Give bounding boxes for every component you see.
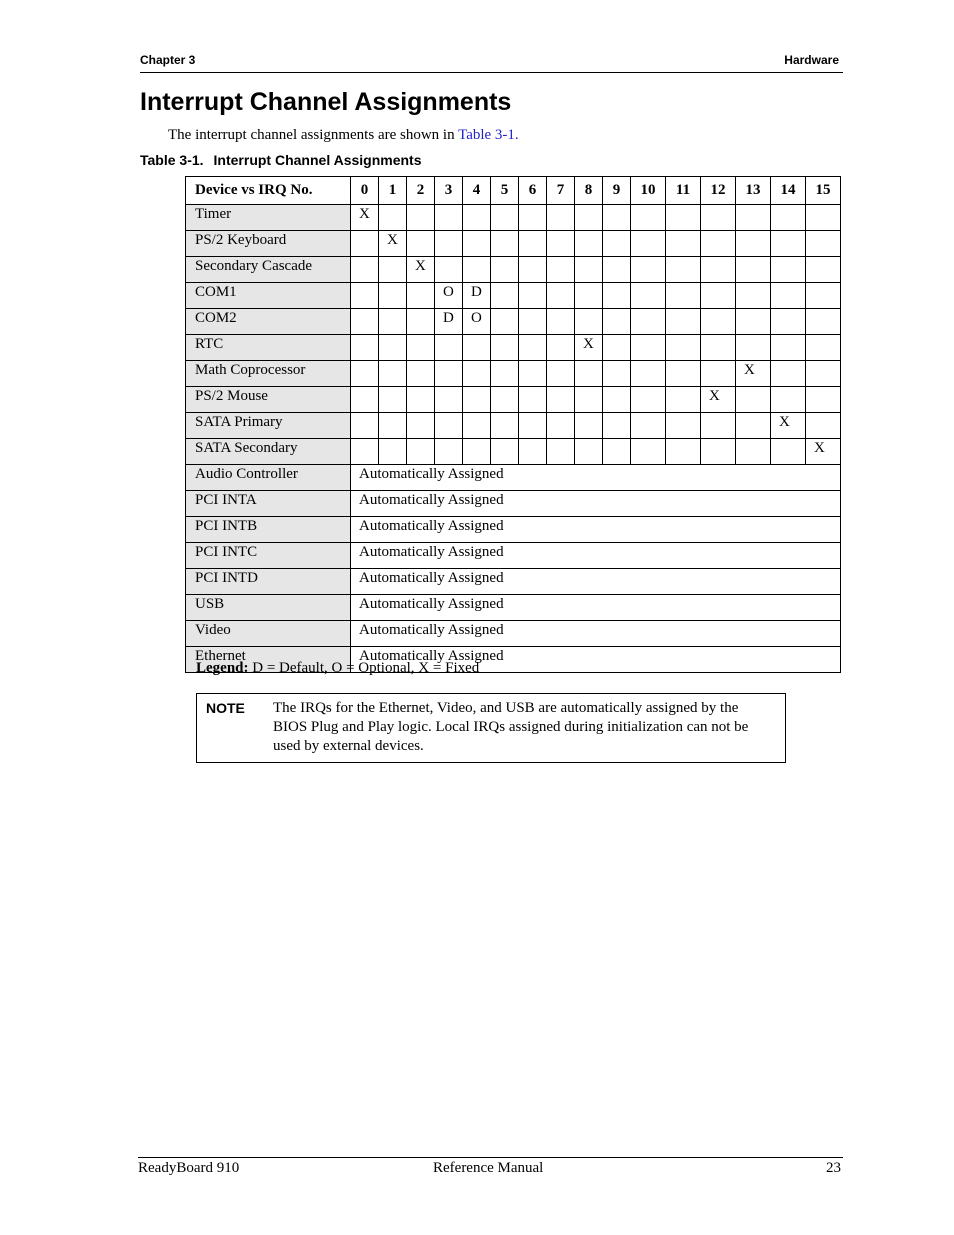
irq-cell — [407, 387, 435, 413]
irq-cell — [603, 361, 631, 387]
irq-column-header: 8 — [575, 177, 603, 205]
device-name-cell: Audio Controller — [186, 465, 351, 491]
irq-cell — [631, 335, 666, 361]
table-row — [186, 387, 841, 413]
irq-cell — [806, 361, 841, 387]
irq-cell — [407, 439, 435, 465]
auto-assigned-cell: Automatically Assigned — [351, 647, 841, 673]
irq-cell — [666, 283, 701, 309]
irq-cell — [736, 439, 771, 465]
irq-column-header: 15 — [806, 177, 841, 205]
irq-cell — [666, 257, 701, 283]
irq-column-header: 13 — [736, 177, 771, 205]
legend-text: D = Default, O = Optional, X = Fixed — [248, 660, 480, 676]
irq-cell — [379, 257, 407, 283]
irq-cell — [463, 413, 491, 439]
page-number: 23 — [826, 1160, 841, 1176]
irq-cell — [701, 283, 736, 309]
irq-cell: O — [463, 309, 491, 335]
table-body — [186, 205, 841, 673]
irq-cell — [736, 413, 771, 439]
irq-cell — [666, 335, 701, 361]
device-name-cell: USB — [186, 595, 351, 621]
irq-cell — [379, 283, 407, 309]
irq-cell — [491, 335, 519, 361]
irq-cell — [736, 387, 771, 413]
intro-text: The interrupt channel assignments are shown in — [168, 127, 459, 143]
irq-cell — [701, 439, 736, 465]
table-row — [186, 283, 841, 309]
irq-cell — [771, 283, 806, 309]
table-reference-link[interactable]: Table 3-1 — [458, 127, 515, 143]
irq-cell: X — [736, 361, 771, 387]
table-caption — [140, 152, 422, 168]
irq-cell — [379, 361, 407, 387]
irq-cell — [771, 231, 806, 257]
irq-cell — [491, 413, 519, 439]
irq-cell — [519, 413, 547, 439]
irq-cell — [701, 257, 736, 283]
irq-cell — [771, 439, 806, 465]
irq-cell — [491, 439, 519, 465]
section-label: Hardware — [784, 53, 839, 67]
irq-cell — [519, 439, 547, 465]
auto-assigned-cell: Automatically Assigned — [351, 465, 841, 491]
auto-assigned-cell: Automatically Assigned — [351, 595, 841, 621]
note-text: The IRQs for the Ethernet, Video, and USB are automatically assigned by the BIOS Plug and Play logic. Local IRQs assigned during initialization can not be used by external devices. — [273, 700, 749, 754]
irq-cell — [603, 335, 631, 361]
irq-cell — [631, 387, 666, 413]
irq-cell — [351, 335, 379, 361]
irq-cell — [575, 361, 603, 387]
irq-cell — [701, 309, 736, 335]
irq-cell — [603, 257, 631, 283]
irq-cell — [575, 387, 603, 413]
irq-assignment-table — [185, 176, 841, 673]
table-row — [186, 439, 841, 465]
irq-column-header: 5 — [491, 177, 519, 205]
irq-cell — [631, 413, 666, 439]
irq-cell — [407, 361, 435, 387]
irq-column-header: 2 — [407, 177, 435, 205]
device-name-cell: Timer — [186, 205, 351, 231]
irq-cell — [547, 205, 575, 231]
irq-cell — [575, 439, 603, 465]
irq-cell — [547, 413, 575, 439]
irq-cell — [631, 309, 666, 335]
irq-cell — [547, 335, 575, 361]
auto-assigned-cell: Automatically Assigned — [351, 569, 841, 595]
irq-cell — [575, 413, 603, 439]
table-caption-title: Interrupt Channel Assignments — [213, 152, 422, 168]
irq-cell — [435, 413, 463, 439]
irq-cell — [379, 205, 407, 231]
table-row — [186, 361, 841, 387]
irq-cell — [463, 387, 491, 413]
irq-column-header: 4 — [463, 177, 491, 205]
irq-cell — [547, 439, 575, 465]
irq-cell — [463, 231, 491, 257]
device-name-cell: PCI INTD — [186, 569, 351, 595]
table-row — [186, 309, 841, 335]
table-caption-number: Table 3-1. — [140, 152, 204, 168]
irq-cell: O — [435, 283, 463, 309]
irq-cell — [463, 439, 491, 465]
irq-cell — [701, 205, 736, 231]
device-name-cell: SATA Primary — [186, 413, 351, 439]
irq-cell: X — [379, 231, 407, 257]
note-box — [196, 693, 786, 763]
auto-assigned-cell: Automatically Assigned — [351, 491, 841, 517]
irq-cell — [575, 257, 603, 283]
device-name-cell: COM1 — [186, 283, 351, 309]
auto-assigned-cell: Automatically Assigned — [351, 621, 841, 647]
irq-cell — [407, 413, 435, 439]
irq-cell — [631, 361, 666, 387]
irq-cell — [351, 283, 379, 309]
page-title: Interrupt Channel Assignments — [140, 88, 512, 116]
irq-cell — [463, 257, 491, 283]
irq-cell — [351, 309, 379, 335]
irq-cell: X — [701, 387, 736, 413]
irq-column-header: 7 — [547, 177, 575, 205]
irq-cell — [736, 205, 771, 231]
irq-cell — [771, 387, 806, 413]
irq-cell — [547, 283, 575, 309]
irq-cell — [463, 361, 491, 387]
device-name-cell: PCI INTB — [186, 517, 351, 543]
irq-cell — [603, 387, 631, 413]
irq-column-header: 12 — [701, 177, 736, 205]
irq-cell — [603, 283, 631, 309]
legend — [196, 660, 479, 677]
device-name-cell: Ethernet — [186, 647, 351, 673]
irq-cell — [547, 231, 575, 257]
irq-cell — [771, 335, 806, 361]
irq-cell — [407, 205, 435, 231]
intro-paragraph — [168, 127, 519, 144]
device-name-cell: PCI INTC — [186, 543, 351, 569]
irq-cell — [736, 309, 771, 335]
irq-cell — [407, 231, 435, 257]
irq-cell — [666, 309, 701, 335]
irq-cell — [351, 231, 379, 257]
irq-cell — [519, 361, 547, 387]
irq-cell — [491, 231, 519, 257]
irq-cell — [806, 413, 841, 439]
table-row — [186, 205, 841, 231]
irq-cell — [491, 283, 519, 309]
irq-cell — [435, 231, 463, 257]
irq-cell — [575, 309, 603, 335]
irq-cell: D — [435, 309, 463, 335]
auto-assigned-cell: Automatically Assigned — [351, 517, 841, 543]
irq-column-header: 0 — [351, 177, 379, 205]
irq-cell — [435, 361, 463, 387]
irq-cell — [603, 439, 631, 465]
irq-cell — [771, 205, 806, 231]
irq-cell — [519, 205, 547, 231]
table-row — [186, 465, 841, 491]
device-name-cell: PS/2 Mouse — [186, 387, 351, 413]
device-column-header: Device vs IRQ No. — [186, 177, 351, 205]
running-footer — [138, 1157, 843, 1182]
irq-cell — [701, 335, 736, 361]
irq-cell — [379, 387, 407, 413]
irq-column-header: 1 — [379, 177, 407, 205]
irq-cell — [351, 361, 379, 387]
irq-cell — [771, 257, 806, 283]
table-row — [186, 517, 841, 543]
irq-column-header: 6 — [519, 177, 547, 205]
irq-cell — [519, 283, 547, 309]
device-name-cell: SATA Secondary — [186, 439, 351, 465]
irq-cell — [575, 205, 603, 231]
irq-cell — [491, 361, 519, 387]
footer-document: Reference Manual — [433, 1160, 544, 1176]
irq-cell — [736, 257, 771, 283]
irq-cell: X — [407, 257, 435, 283]
irq-cell — [519, 335, 547, 361]
irq-cell — [603, 205, 631, 231]
table-row — [186, 621, 841, 647]
irq-cell — [407, 309, 435, 335]
irq-cell — [547, 387, 575, 413]
irq-cell — [547, 361, 575, 387]
irq-cell — [736, 283, 771, 309]
table-header-row — [186, 177, 841, 205]
irq-cell — [771, 361, 806, 387]
table-reference-link-period[interactable]: . — [514, 127, 519, 143]
irq-cell — [351, 257, 379, 283]
table-row — [186, 595, 841, 621]
irq-cell — [435, 439, 463, 465]
chapter-label: Chapter 3 — [140, 53, 196, 67]
device-name-cell: COM2 — [186, 309, 351, 335]
irq-cell — [351, 413, 379, 439]
irq-cell — [666, 205, 701, 231]
irq-cell — [666, 413, 701, 439]
footer-product: ReadyBoard 910 — [138, 1160, 240, 1176]
irq-cell — [806, 387, 841, 413]
irq-cell — [701, 413, 736, 439]
irq-cell — [666, 439, 701, 465]
irq-cell: X — [575, 335, 603, 361]
running-header — [140, 52, 843, 73]
irq-cell — [519, 257, 547, 283]
device-name-cell: PS/2 Keyboard — [186, 231, 351, 257]
device-name-cell: Video — [186, 621, 351, 647]
irq-cell — [519, 231, 547, 257]
irq-cell — [435, 387, 463, 413]
irq-cell — [519, 309, 547, 335]
irq-column-header: 9 — [603, 177, 631, 205]
irq-cell — [491, 205, 519, 231]
table-row — [186, 491, 841, 517]
irq-cell — [666, 361, 701, 387]
irq-cell: X — [351, 205, 379, 231]
table-row — [186, 543, 841, 569]
irq-cell — [435, 335, 463, 361]
irq-cell: X — [771, 413, 806, 439]
irq-cell — [575, 283, 603, 309]
irq-cell — [603, 309, 631, 335]
irq-cell — [407, 335, 435, 361]
irq-cell — [631, 283, 666, 309]
irq-cell — [379, 413, 407, 439]
table-row — [186, 231, 841, 257]
irq-column-header: 3 — [435, 177, 463, 205]
irq-cell — [491, 257, 519, 283]
legend-label: Legend: — [196, 660, 249, 676]
device-name-cell: RTC — [186, 335, 351, 361]
irq-cell — [547, 257, 575, 283]
note-label: NOTE — [206, 700, 245, 716]
irq-cell — [701, 361, 736, 387]
irq-cell — [379, 309, 407, 335]
irq-cell: D — [463, 283, 491, 309]
irq-column-header: 10 — [631, 177, 666, 205]
irq-cell — [806, 257, 841, 283]
irq-cell — [603, 231, 631, 257]
irq-cell — [806, 205, 841, 231]
device-name-cell: Secondary Cascade — [186, 257, 351, 283]
irq-cell — [463, 335, 491, 361]
irq-cell — [435, 257, 463, 283]
irq-cell — [736, 335, 771, 361]
irq-cell — [547, 309, 575, 335]
irq-cell — [666, 231, 701, 257]
device-name-cell: PCI INTA — [186, 491, 351, 517]
table-row — [186, 413, 841, 439]
table-row — [186, 257, 841, 283]
irq-column-header: 14 — [771, 177, 806, 205]
irq-cell — [631, 205, 666, 231]
irq-cell — [631, 257, 666, 283]
irq-cell — [771, 309, 806, 335]
irq-cell: X — [806, 439, 841, 465]
irq-column-header: 11 — [666, 177, 701, 205]
irq-cell — [351, 387, 379, 413]
irq-cell — [351, 439, 379, 465]
irq-cell — [806, 309, 841, 335]
table-row — [186, 335, 841, 361]
irq-cell — [435, 205, 463, 231]
irq-cell — [631, 439, 666, 465]
irq-cell — [806, 335, 841, 361]
irq-cell — [603, 413, 631, 439]
irq-cell — [701, 231, 736, 257]
device-name-cell: Math Coprocessor — [186, 361, 351, 387]
table-row — [186, 569, 841, 595]
irq-cell — [491, 387, 519, 413]
irq-cell — [379, 439, 407, 465]
irq-cell — [806, 283, 841, 309]
irq-cell — [666, 387, 701, 413]
irq-cell — [631, 231, 666, 257]
irq-cell — [491, 309, 519, 335]
irq-cell — [463, 205, 491, 231]
irq-cell — [806, 231, 841, 257]
irq-cell — [407, 283, 435, 309]
auto-assigned-cell: Automatically Assigned — [351, 543, 841, 569]
irq-cell — [379, 335, 407, 361]
irq-cell — [519, 387, 547, 413]
irq-cell — [736, 231, 771, 257]
irq-cell — [575, 231, 603, 257]
